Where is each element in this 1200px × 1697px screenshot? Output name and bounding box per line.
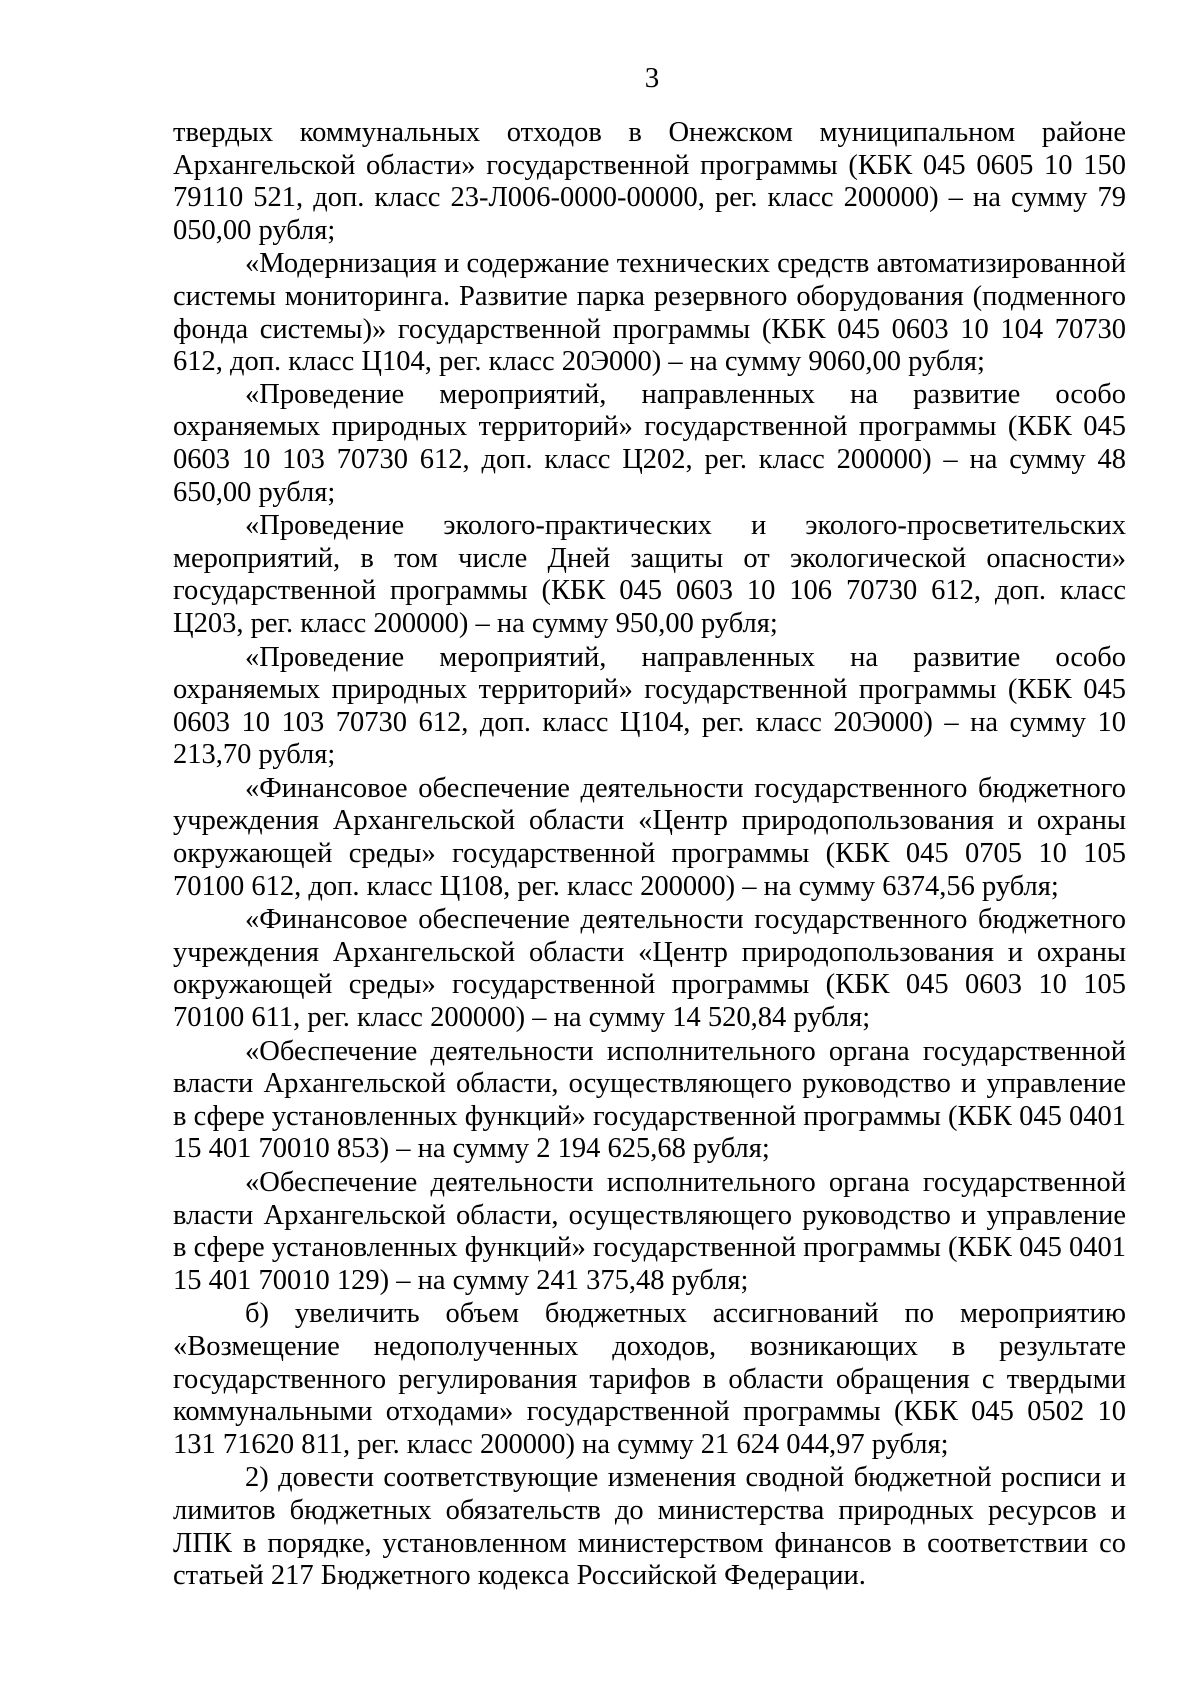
- page-number: 3: [644, 62, 660, 94]
- document-body: [173, 117, 1126, 1593]
- paragraph-item: 2) довести соответствующие изменения сводной бюджетной росписи и лимитов бюджетных обязательств до министерства природных ресурсов и ЛПК в порядке, установленном министерством финансов в соответствии со статьей 217 Бюджетного кодекса Российской Федерации.: [173, 1462, 1126, 1592]
- paragraph-item: «Обеспечение деятельности исполнительного органа государственной власти Архангельской области, осуществляющего руководство и управление в сфере установленных функций» государственной программы (КБК 045 0401 15 401 70010 129) – на сумму 241 375,48 рубля;: [173, 1167, 1126, 1296]
- paragraph-item: «Модернизация и содержание технических средств автоматизированной системы мониторинга. Развитие парка резервного оборудования (подменного фонда системы)» государственной программы (КБК 045 0603 10 104 70730 612, доп. класс Ц104, рег. класс 20Э000) – на сумму 9060,00 рубля;: [173, 248, 1126, 378]
- paragraph-item: «Обеспечение деятельности исполнительного органа государственной власти Архангельской области, осуществляющего руководство и управление в сфере установленных функций» государственной программы (КБК 045 0401 15 401 70010 853) – на сумму 2 194 625,68 рубля;: [173, 1035, 1126, 1165]
- paragraph-item: б) увеличить объем бюджетных ассигнований по мероприятию «Возмещение недополученных доходов, возникающих в результате государственного регулирования тарифов в области обращения с твердыми коммунальными отходами» государственной программы (КБК 045 0502 10 131 71620 811, рег. класс 200000) на сумму 21 624 044,97 рубля;: [173, 1298, 1126, 1460]
- paragraph-item: «Проведение мероприятий, направленных на развитие особо охраняемых природных территорий» государственной программы (КБК 045 0603 10 103 70730 612, доп. класс Ц202, рег. класс 200000) – на сумму 48 650,00 рубля;: [173, 378, 1126, 508]
- paragraph-item: «Проведение мероприятий, направленных на развитие особо охраняемых природных территорий» государственной программы (КБК 045 0603 10 103 70730 612, доп. класс Ц104, рег. класс 20Э000) – на сумму 10 213,70 рубля;: [173, 641, 1126, 771]
- paragraph-item: «Проведение эколого-практических и эколого-просветительских мероприятий, в том числе Дней защиты от экологической опасности» государственной программы (КБК 045 0603 10 106 70730 612, доп. класс Ц203, рег. класс 200000) – на сумму 950,00 рубля;: [173, 510, 1126, 639]
- paragraph-item: «Финансовое обеспечение деятельности государственного бюджетного учреждения Архангельской области «Центр природопользования и охраны окружающей среды» государственной программы (КБК 045 0603 10 105 70100 611, рег. класс 200000) – на сумму 14 520,84 рубля;: [173, 904, 1126, 1034]
- paragraph-continuation: твердых коммунальных отходов в Онежском муниципальном районе Архангельской области» государственной программы (КБК 045 0605 10 150 79110 521, доп. класс 23-Л006-0000-00000, рег. класс 200000) – на сумму 79 050,00 рубля;: [173, 117, 1126, 246]
- paragraph-item: «Финансовое обеспечение деятельности государственного бюджетного учреждения Архангельской области «Центр природопользования и охраны окружающей среды» государственной программы (КБК 045 0705 10 105 70100 612, доп. класс Ц108, рег. класс 200000) – на сумму 6374,56 рубля;: [173, 772, 1126, 902]
